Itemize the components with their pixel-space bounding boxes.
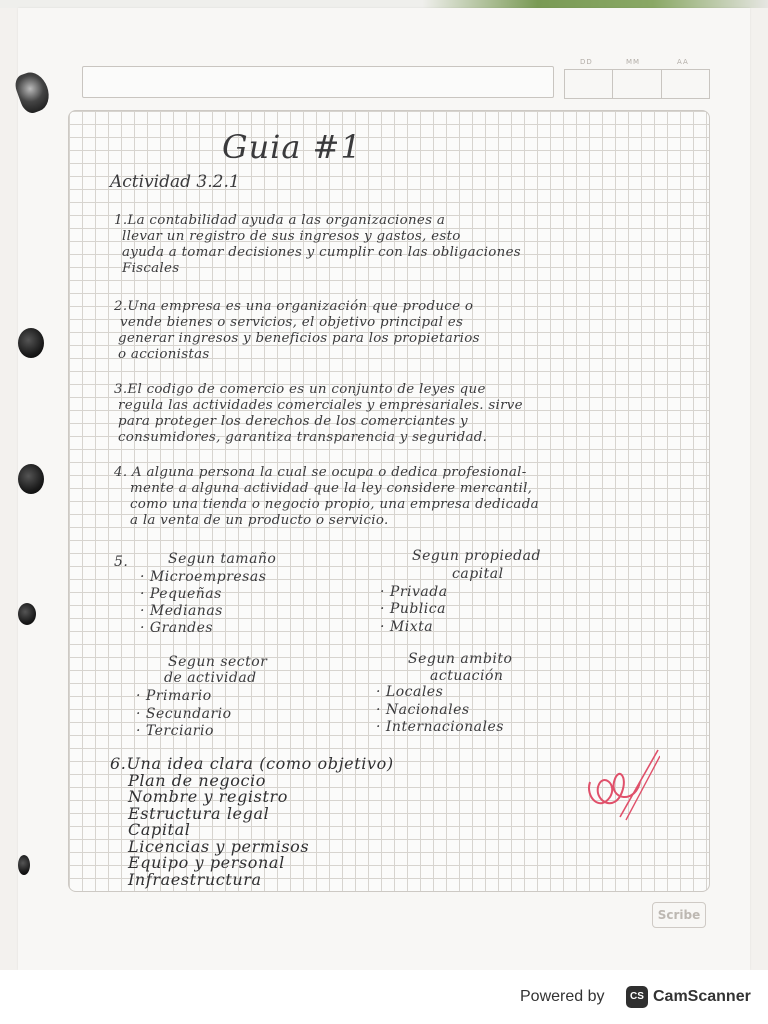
answer-line: ayuda a tomar decisiones y cumplir con las obligaciones <box>122 245 521 260</box>
teacher-signature <box>580 742 660 822</box>
header-field <box>82 66 554 98</box>
page-title: Guia #1 <box>222 128 362 166</box>
date-box-month <box>613 70 661 98</box>
category-title: de actividad <box>164 670 257 686</box>
activity-subtitle: Actividad 3.2.1 <box>110 172 240 192</box>
list-item: Licencias y permisos <box>128 836 310 856</box>
date-boxes <box>564 69 710 99</box>
list-item: · Medianas <box>140 603 223 619</box>
answer-line: o accionistas <box>118 347 210 362</box>
answer-5-number: 5. <box>114 554 129 570</box>
camscanner-icon: CS <box>626 986 648 1008</box>
list-item: · Internacionales <box>376 719 504 735</box>
answer-line: para proteger los derechos de los comerciantes y <box>118 414 468 429</box>
category-title: Segun propiedad <box>412 548 541 564</box>
answer-line: Fiscales <box>122 261 180 276</box>
category-title: Segun tamaño <box>168 551 277 567</box>
answer-3 <box>114 382 700 446</box>
list-item: · Microempresas <box>140 569 267 585</box>
scribe-logo: Scribe <box>652 902 706 928</box>
top-background-strip <box>0 0 768 8</box>
answer-line: generar ingresos y beneficios para los propietarios <box>118 331 480 346</box>
list-item: · Nacionales <box>376 702 470 718</box>
list-item: · Grandes <box>140 620 214 636</box>
answer-line: 1.La contabilidad ayuda a las organizaciones a <box>114 213 446 228</box>
answer-line: a la venta de un producto o servicio. <box>130 513 389 528</box>
date-box-day <box>565 70 613 98</box>
category-title: actuación <box>430 668 504 684</box>
date-label-year: AA <box>677 58 689 66</box>
answer-line: llevar un registro de sus ingresos y gastos, esto <box>122 229 461 244</box>
answer-line: 2.Una empresa es una organización que produce o <box>114 299 474 314</box>
answer-line: como una tienda o negocio propio, una empresa dedicada <box>130 497 539 512</box>
list-item: Plan de negocio <box>128 770 266 790</box>
list-item: Equipo y personal <box>128 853 285 872</box>
binder-hole <box>18 855 30 875</box>
list-item: · Pequeñas <box>140 586 222 602</box>
list-item: Capital <box>128 820 191 839</box>
list-item: Estructura legal <box>128 803 270 823</box>
list-item: Nombre y registro <box>128 787 288 806</box>
category-title: Segun ambito <box>408 651 513 667</box>
answer-2 <box>114 299 700 363</box>
list-item: · Locales <box>376 684 444 700</box>
answer-line: 6.Una idea clara (como objetivo) <box>110 754 394 773</box>
answer-line: vende bienes o servicios, el objetivo principal es <box>120 315 464 330</box>
list-item: · Mixta <box>380 619 434 635</box>
date-box-year <box>662 70 709 98</box>
answer-1 <box>114 213 700 277</box>
camscanner-name: CamScanner <box>653 988 751 1005</box>
binder-hole <box>18 603 36 625</box>
list-item: · Privada <box>380 584 448 600</box>
answer-4 <box>114 465 700 529</box>
answer-line: 4. A alguna persona la cual se ocupa o dedica profesional- <box>114 465 527 480</box>
answer-6 <box>110 756 394 888</box>
binder-hole <box>18 464 44 494</box>
list-item: · Publica <box>380 601 446 617</box>
list-item: Infraestructura <box>128 869 262 889</box>
answer-line: regula las actividades comerciales y empresariales. sirve <box>118 398 523 413</box>
binder-hole <box>18 328 44 358</box>
category-title: Segun sector <box>168 654 268 670</box>
date-label-month: MM <box>626 58 641 66</box>
date-label-day: DD <box>580 58 593 66</box>
list-item: · Primario <box>136 688 212 704</box>
list-item: · Secundario <box>136 706 232 722</box>
powered-by-text: Powered by <box>520 988 605 1005</box>
category-title: capital <box>452 566 504 582</box>
answer-line: mente a alguna actividad que la ley considere mercantil, <box>130 481 533 496</box>
list-item: · Terciario <box>136 723 214 739</box>
answer-line: 3.El codigo de comercio es un conjunto de leyes que <box>114 382 486 397</box>
answer-line: consumidores, garantiza transparencia y seguridad. <box>118 430 488 445</box>
